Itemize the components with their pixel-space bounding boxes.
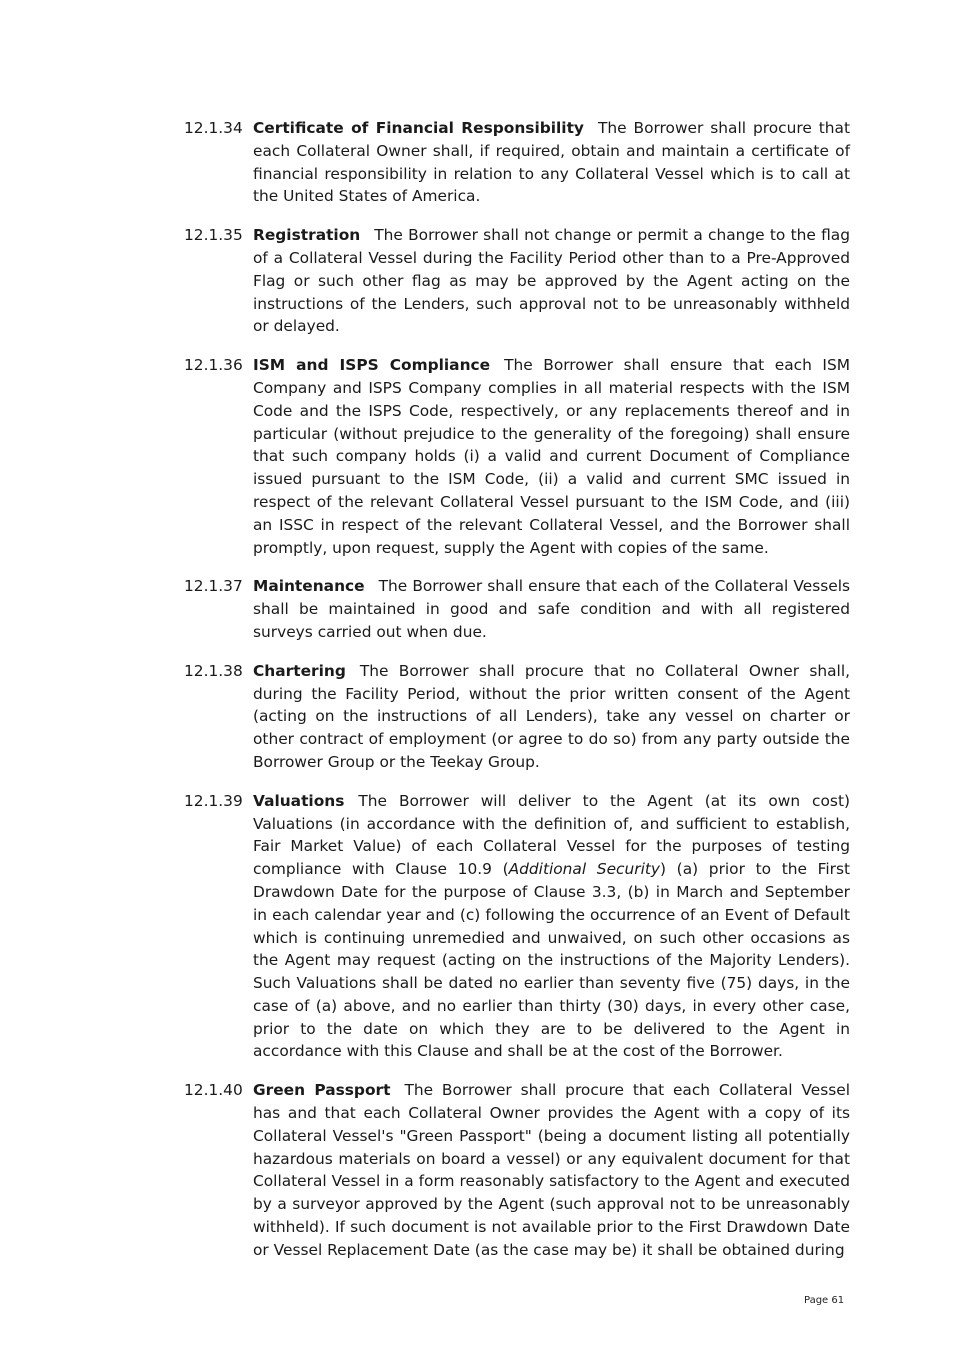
clause-12-1-39: [184, 790, 850, 1064]
clause-number: 12.1.39: [184, 791, 243, 810]
clause-text: The Borrower shall procure that each Collateral Owner shall, if required, obtain and maintain a certificate of financial responsibility in relation to any Collateral Vessel which is to call at the United States of America.: [253, 119, 851, 206]
clause-number: 12.1.40: [184, 1081, 243, 1100]
clause-number: 12.1.38: [184, 661, 243, 680]
clause-heading: Registration: [253, 226, 361, 245]
clause-heading: Valuations: [253, 791, 345, 810]
page-number: Page 61: [804, 1295, 845, 1306]
clause-text: The Borrower shall procure that no Collateral Owner shall, during the Facility Period, without the prior written consent of the Agent (acting on the instructions of all Lenders), take any vessel on charter or other contract of employment (or agree to do so) from any party outside the Borrower Group or the Teekay Group.: [253, 661, 850, 771]
clause-text: The Borrower shall ensure that each of the Collateral Vessels shall be maintained in good and safe condition and with all registered surveys carried out when due.: [253, 577, 850, 641]
clause-text: The Borrower shall not change or permit a change to the flag of a Collateral Vessel during the Facility Period other than to a Pre-Approved Flag or such other flag as may be approved by the Agent acting on the instructions of the Lenders, such approval not to be unreasonably withheld or delayed.: [253, 226, 850, 336]
clause-12-1-35: [184, 224, 850, 338]
clause-body: [253, 1079, 850, 1261]
clause-body: [253, 224, 850, 338]
clause-text: The Borrower shall procure that each Collateral Vessel has and that each Collateral Owner provides the Agent with a copy of its Collateral Vessel's "Green Passport" (being a document listing all potentially hazardous materials on board a vessel) or any equivalent document for that Collateral Vessel in a form reasonably satisfactory to the Agent and executed by a surveyor approved by the Agent (such approval not to be unreasonably withheld). If such document is not available prior to the First Drawdown Date or Vessel Replacement Date (as the case may be) it shall be obtained during: [253, 1081, 850, 1259]
clause-heading: ISM and ISPS Compliance: [253, 356, 491, 375]
clause-heading: Chartering: [253, 661, 346, 680]
clause-heading: Certificate of Financial Responsibility: [253, 119, 584, 137]
clause-12-1-40: [184, 1079, 850, 1261]
clause-italic-reference: Additional Security: [508, 860, 661, 879]
clause-text-part: The Borrower will deliver to the Agent (at its own cost) Valuations (in accordance with the definition of, and sufficient to establish, Fair Market Value) of each Collateral Vessel for the purposes of testing compliance with Clause 10.9 (: [253, 791, 850, 879]
clause-12-1-38: [184, 660, 850, 774]
clause-number: 12.1.37: [184, 577, 243, 596]
clause-12-1-37: [184, 575, 850, 643]
clause-heading: Maintenance: [253, 577, 365, 596]
clause-text: The Borrower shall ensure that each ISM Company and ISPS Company complies in all material respects with the ISM Code and the ISPS Code, respectively, or any replacements thereof and in particular (without prejudice to the generality of the foregoing) shall ensure that such company holds (i) a valid and current Document of Compliance issued pursuant to the ISM Code, (ii) a valid and current SMC issued in respect of the relevant Collateral Vessel pursuant to the ISM Code, and (iii) an ISSC in respect of the relevant Collateral Vessel, and the Borrower shall promptly, upon request, supply the Agent with copies of the same.: [253, 356, 850, 557]
clause-list: [184, 117, 850, 1278]
clause-body: [253, 660, 850, 774]
clause-body: [253, 790, 850, 1064]
clause-body: [253, 117, 850, 208]
clause-body: [253, 354, 850, 559]
clause-number: 12.1.35: [184, 226, 243, 245]
clause-12-1-36: [184, 354, 850, 559]
clause-heading: Green Passport: [253, 1081, 391, 1100]
clause-number: 12.1.34: [184, 119, 243, 137]
clause-12-1-34: [184, 117, 850, 208]
clause-body: [253, 575, 850, 643]
clause-text-part: ) (a) prior to the First Drawdown Date for the purpose of Clause 3.3, (b) in March and September in each calendar year and (c) following the occurrence of an Event of Default which is continuing unremedied and unwaived, on such other occasions as the Agent may request (acting on the instructions of the Majority Lenders). Such Valuations shall be dated no earlier than seventy five (75) days, in the case of (a) above, and no earlier than thirty (30) days, in every other case, prior to the date on which they are to be delivered to the Agent in accordance with this Clause and shall be at the cost of the Borrower.: [253, 860, 851, 1061]
clause-number: 12.1.36: [184, 356, 243, 375]
